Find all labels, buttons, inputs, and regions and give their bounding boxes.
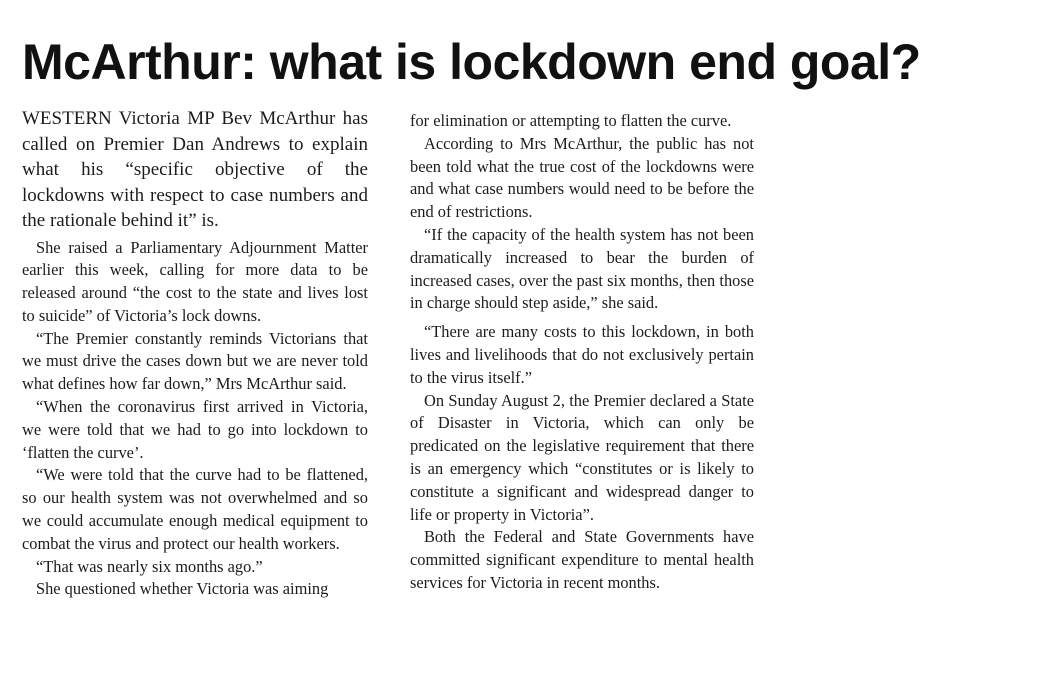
body-paragraph: On Sunday August 2, the Premier declared a State of Disaster in Victoria, which can only be predicated on the legislative requirement that there is an emergency which “constitutes or is likely to constitute a significant and widespread danger to life or property in Victoria”. (410, 390, 754, 524)
headline: McArthur: what is lockdown end goal? (22, 34, 921, 90)
body-paragraph: “There are many costs to this lockdown, in both lives and livelihoods that do not exclusively pertain to the virus itself.” (410, 322, 754, 387)
body-paragraph: “We were told that the curve had to be flattened, so our health system was not overwhelmed and so we could accumulate enough medical equipment to combat the virus and protect our health workers. (22, 465, 368, 553)
body-paragraph: She raised a Parliamentary Adjournment Matter earlier this week, calling for more data to be released around “the cost to the state and lives lost to suicide” of Victoria’s lock downs. (22, 237, 368, 325)
article-column-right (410, 110, 754, 595)
body-paragraph-continued: for elimination or attempting to flatten the curve. (410, 111, 732, 130)
body-paragraph: “When the coronavirus first arrived in Victoria, we were told that we had to go into lockdown to ‘flatten the curve’. (22, 397, 368, 462)
body-paragraph: According to Mrs McArthur, the public has not been told what the true cost of the lockdowns were and what case numbers would need to be before the end of restrictions. (410, 133, 754, 222)
body-paragraph: She questioned whether Victoria was aiming (36, 579, 329, 599)
body-paragraph: “The Premier constantly reminds Victorians that we must drive the cases down but we are never told what defines how far down,” Mrs McArthur said. (22, 328, 368, 394)
body-paragraph: Both the Federal and State Governments have committed significant expenditure to mental health services for Victoria in recent months. (410, 527, 754, 592)
lead-paragraph: WESTERN Victoria MP Bev McArthur has called on Premier Dan Andrews to explain what his “specific objective of the lockdowns with respect to case numbers and the rationale behind it” is. (22, 108, 368, 231)
article-column-left (22, 106, 368, 601)
body-paragraph: “If the capacity of the health system has not been dramatically increased to bear the burden of increased cases, over the past six months, then those in charge should step aside,” she said. (410, 224, 754, 313)
body-paragraph: “That was nearly six months ago.” (36, 556, 263, 576)
